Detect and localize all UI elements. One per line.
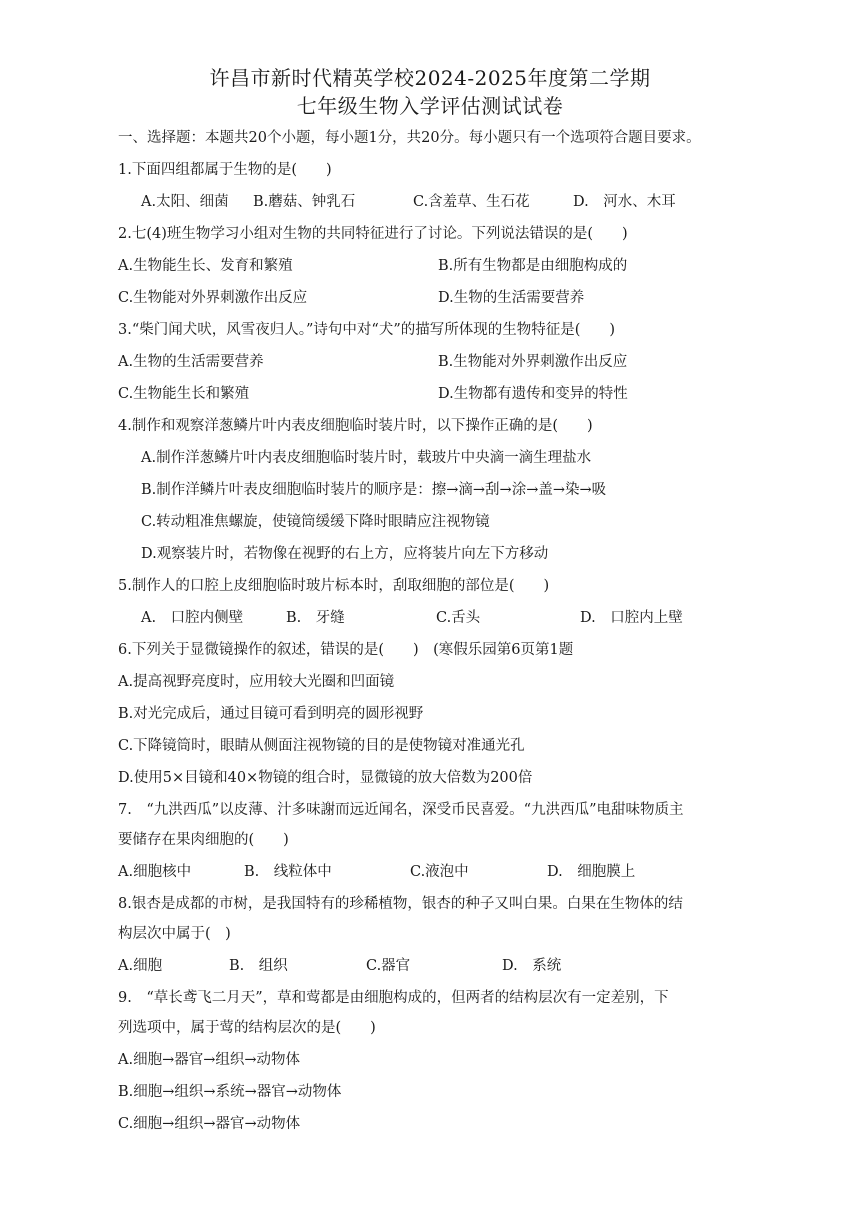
question-9-option-c: C.细胞→组织→器官→动物体 (118, 1116, 301, 1132)
question-9-stem-line1: 9. “草长鸢飞二月天”，草和莺都是由细胞构成的，但两者的结构层次有一定差别，下 (118, 990, 669, 1006)
question-6-stem: 6.下列关于显微镜操作的叙述，错误的是( ) (寒假乐园第6页第1题 (118, 642, 574, 658)
question-8-stem-line1: 8.银杏是成都的市树，是我国特有的珍稀植物，银杏的种子又叫白果。白果在生物体的结 (118, 896, 683, 912)
question-1-stem: 1.下面四组都属于生物的是( ) (118, 162, 332, 178)
question-8-option-d: D. 系统 (502, 958, 562, 974)
question-8-option-c: C.器官 (366, 958, 411, 974)
question-2-option-a: A.生物能生长、发育和繁殖 (118, 258, 293, 274)
question-9-option-a: A.细胞→器官→组织→动物体 (118, 1052, 301, 1068)
question-8-stem-line2: 构层次中属于( ) (118, 926, 231, 942)
question-5-stem: 5.制作人的口腔上皮细胞临时玻片标本时，刮取细胞的部位是( ) (118, 578, 550, 594)
question-7-stem-line1: 7. “九洪西瓜”以皮薄、汁多味謝而远近闻名，深受币民喜爱。“九洪西瓜”电甜味物质主 (118, 802, 684, 818)
question-3-option-b: B.生物能对外界刺激作出反应 (438, 354, 628, 370)
question-1-option-c: C.含羞草、生石花 (413, 194, 530, 210)
question-1-option-b: B.蘑菇、钟乳石 (253, 194, 356, 210)
question-6-option-a: A.提高视野亮度时，应用较大光圈和凹面镜 (118, 674, 395, 690)
question-5-option-a: A. 口腔内侧壁 (141, 610, 244, 626)
exam-title-line1: 许昌市新时代精英学校2024-2025年度第二学期 (209, 66, 651, 90)
question-6-option-c: C.下降镜筒时，眼睛从侧面注视物镜的目的是使物镜对准通光孔 (118, 738, 525, 754)
question-4-option-c: C.转动粗准焦螺旋，使镜筒缓缓下降时眼睛应注视物镜 (141, 514, 490, 530)
question-8-option-a: A.细胞 (118, 958, 163, 974)
question-7-option-a: A.细胞核中 (118, 864, 192, 880)
exam-title-line2: 七年级生物入学评估测试试卷 (296, 94, 564, 118)
question-6-option-b: B.对光完成后，通过目镜可看到明亮的圆形视野 (118, 706, 424, 722)
question-4-stem: 4.制作和观察洋葱鳞片叶内表皮细胞临时装片时，以下操作正确的是( ) (118, 418, 593, 434)
question-3-option-c: C.生物能生长和繁殖 (118, 386, 250, 402)
question-5-option-d: D. 口腔内上壁 (580, 610, 683, 626)
question-5-option-c: C.舌头 (436, 610, 481, 626)
question-3-stem: 3.“柴门闻犬吠，风雪夜归人。”诗句中对“犬”的描写所体现的生物特征是( ) (118, 322, 616, 338)
question-1-option-a: A.太阳、细菌 (141, 194, 229, 210)
question-6-option-d: D.使用5×目镜和40×物镜的组合时，显微镜的放大倍数为200倍 (118, 770, 533, 786)
question-4-option-b: B.制作洋鳞片叶表皮细胞临时装片的顺序是：擦→滴→刮→涂→盖→染→吸 (141, 482, 607, 498)
question-7-option-c: C.液泡中 (410, 864, 469, 880)
question-2-option-c: C.生物能对外界刺激作出反应 (118, 290, 308, 306)
question-2-stem: 2.七(4)班生物学习小组对生物的共同特征进行了讨论。下列说法错误的是( ) (118, 226, 628, 242)
question-2-option-b: B.所有生物都是由细胞构成的 (438, 258, 628, 274)
question-4-option-a: A.制作洋葱鳞片叶内表皮细胞临时装片时，载玻片中央滴一滴生理盐水 (141, 450, 592, 466)
question-9-stem-line2: 列选项中，属于莺的结构层次的是( ) (118, 1020, 376, 1036)
question-7-stem-line2: 要储存在果肉细胞的( ) (118, 832, 289, 848)
question-7-option-b: B. 线粒体中 (244, 864, 332, 880)
question-2-option-d: D.生物的生活需要营养 (438, 290, 585, 306)
question-4-option-d: D.观察装片时，若物像在视野的右上方，应将装片向左下方移动 (141, 546, 549, 562)
question-5-option-b: B. 牙缝 (286, 610, 345, 626)
question-8-option-b: B. 组织 (229, 958, 288, 974)
question-3-option-a: A.生物的生活需要营养 (118, 354, 264, 370)
question-9-option-b: B.细胞→组织→系统→器官→动物体 (118, 1084, 342, 1100)
section-heading: 一、选择题：本题共20个小题，每小题1分，共20分。每小题只有一个选项符合题目要求。 (118, 130, 701, 146)
question-7-option-d: D. 细胞膜上 (547, 864, 636, 880)
question-1-option-d: D. 河水、木耳 (573, 194, 676, 210)
question-3-option-d: D.生物都有遗传和变异的特性 (438, 386, 628, 402)
